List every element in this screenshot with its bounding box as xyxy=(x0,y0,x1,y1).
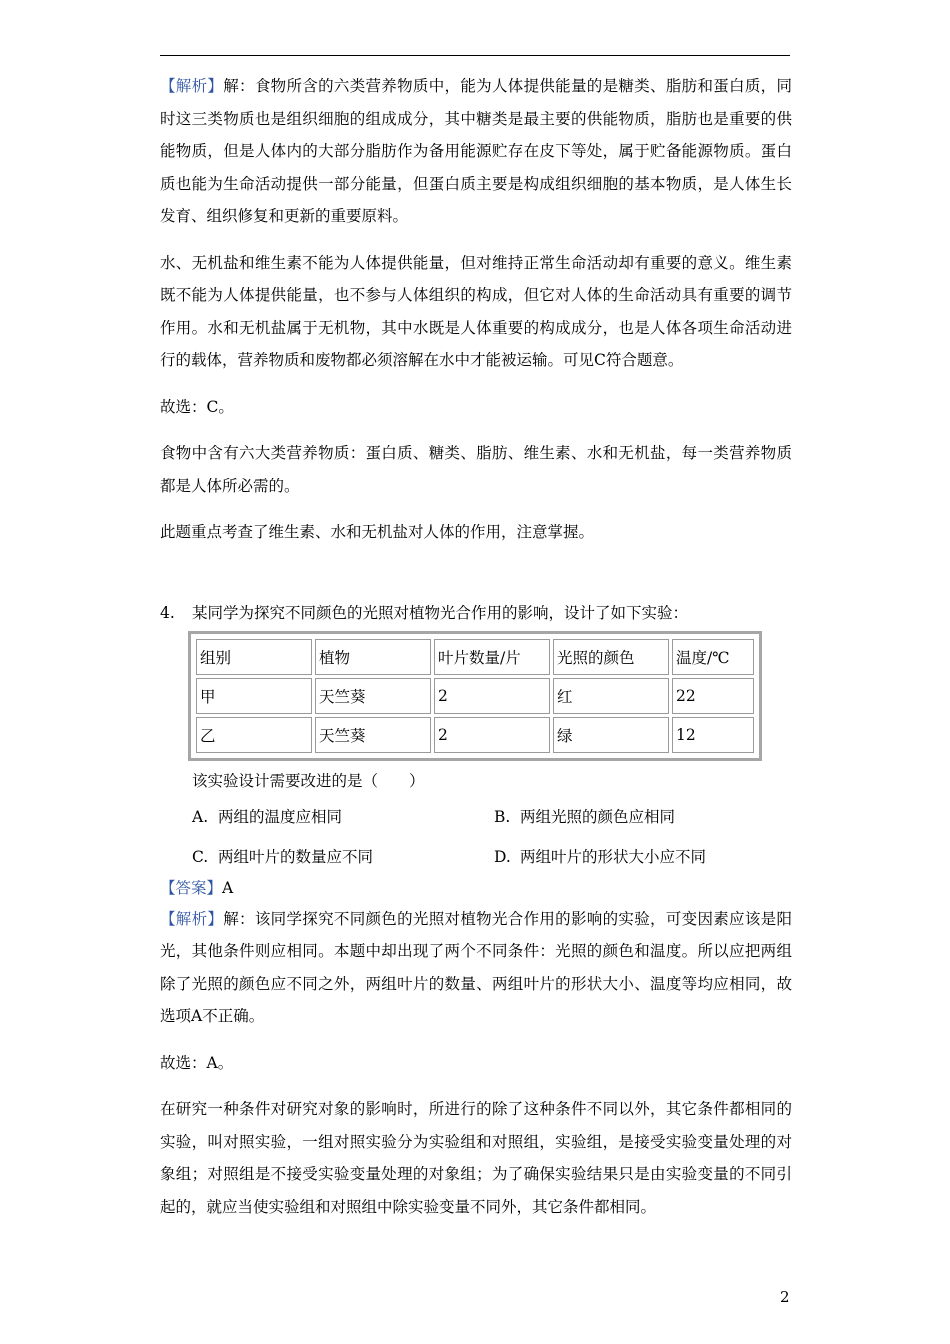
answer-line xyxy=(160,873,792,903)
table-cell: 天竺葵 xyxy=(315,678,431,714)
explanation-choice: 故选：C。 xyxy=(160,397,234,416)
explanation-note: 食物中含有六大类营养物质：蛋白质、糖类、脂肪、维生素、水和无机盐，每一类营养物质都是人体所必需的。 xyxy=(160,444,792,495)
option-letter: C. xyxy=(192,847,209,866)
option-text: 两组光照的颜色应相同 xyxy=(520,807,676,826)
table-cell: 2 xyxy=(434,717,550,753)
table-header-row xyxy=(196,639,754,675)
option-c xyxy=(192,843,494,871)
option-letter: D. xyxy=(494,847,511,866)
option-text: 两组的温度应相同 xyxy=(218,807,343,826)
table-header-cell: 光照的颜色 xyxy=(553,639,669,675)
option-letter: B. xyxy=(494,807,511,826)
table-header-cell: 叶片数量/片 xyxy=(434,639,550,675)
table-cell: 绿 xyxy=(553,717,669,753)
table-cell: 12 xyxy=(672,717,754,753)
option-letter: A. xyxy=(192,807,209,826)
table-header-cell: 温度/℃ xyxy=(672,639,754,675)
experiment-table xyxy=(193,636,757,756)
table-cell: 红 xyxy=(553,678,669,714)
explanation-note: 在研究一种条件对研究对象的影响时，所进行的除了这种条件不同以外，其它条件都相同的实验，叫对照实验，一组对照实验分为实验组和对照组，实验组，是接受实验变量处理的对象组；对照组是不接受实验变量处理的对象组；为了确保实验结果只是由实验变量的不同引起的，就应当使实验组和对照组中除实验变量不同外，其它条件都相同。 xyxy=(160,1100,792,1216)
spacer xyxy=(160,563,792,599)
option-a xyxy=(192,803,494,831)
answer-tag: 【答案】 xyxy=(160,878,223,897)
option-text: 两组叶片的数量应不同 xyxy=(218,847,374,866)
answer-options xyxy=(192,803,792,871)
header-rule xyxy=(160,55,790,56)
question-4-header xyxy=(160,599,792,627)
explanation-paragraph: 【解析】解：该同学探究不同颜色的光照对植物光合作用的影响的实验，可变因素应该是阳光，其他条件则应相同。本题中却出现了两个不同条件：光照的颜色和温度。所以应把两组除了光照的颜色应不同之外，两组叶片的数量、两组叶片的形状大小、温度等均应相同，故选项A不正确。 xyxy=(160,909,792,1025)
table-cell: 天竺葵 xyxy=(315,717,431,753)
explanation-paragraph: 【解析】解：食物所含的六类营养物质中，能为人体提供能量的是糖类、脂肪和蛋白质，同时这三类物质也是组织细胞的组成成分，其中糖类是最主要的供能物质，脂肪也是重要的供能物质，但是人体内的大部分脂肪作为备用能源贮存在皮下等处，属于贮备能源物质。蛋白质也能为生命活动提供一部分能量，但蛋白质主要是构成组织细胞的基本物质，是人体生长发育、组织修复和更新的重要原料。 xyxy=(160,77,792,225)
explanation-tag: 【解析】 xyxy=(160,909,224,928)
explanation-choice: 故选：A。 xyxy=(160,1053,234,1072)
answer-value: A xyxy=(222,878,234,897)
option-text: 两组叶片的形状大小应不同 xyxy=(520,847,707,866)
table-row xyxy=(196,678,754,714)
question-number: 4. xyxy=(160,603,175,622)
option-b xyxy=(494,803,794,831)
table-cell: 2 xyxy=(434,678,550,714)
table-header-cell: 植物 xyxy=(315,639,431,675)
page-number: 2 xyxy=(780,1288,790,1306)
explanation-paragraph: 水、无机盐和维生素不能为人体提供能量，但对维持正常生命活动却有重要的意义。维生素既不能为人体提供能量，也不参与人体组织的构成，但它对人体的生命活动具有重要的调节作用。水和无机盐属于无机物，其中水既是人体重要的构成成分，也是人体各项生命活动进行的载体，营养物质和废物都必须溶解在水中才能被运输。可见C符合题意。 xyxy=(160,253,792,369)
question-stem: 该实验设计需要改进的是（ ） xyxy=(192,771,425,790)
table-cell: 甲 xyxy=(196,678,312,714)
explanation-tag: 【解析】 xyxy=(160,77,224,95)
page-content xyxy=(160,70,792,1237)
explanation-summary: 此题重点考查了维生素、水和无机盐对人体的作用，注意掌握。 xyxy=(160,523,595,541)
table-row xyxy=(196,717,754,753)
question-text: 某同学为探究不同颜色的光照对植物光合作用的影响，设计了如下实验： xyxy=(192,603,689,622)
option-d xyxy=(494,843,794,871)
table-cell: 乙 xyxy=(196,717,312,753)
table-cell: 22 xyxy=(672,678,754,714)
experiment-table-frame xyxy=(188,631,762,761)
table-header-cell: 组别 xyxy=(196,639,312,675)
